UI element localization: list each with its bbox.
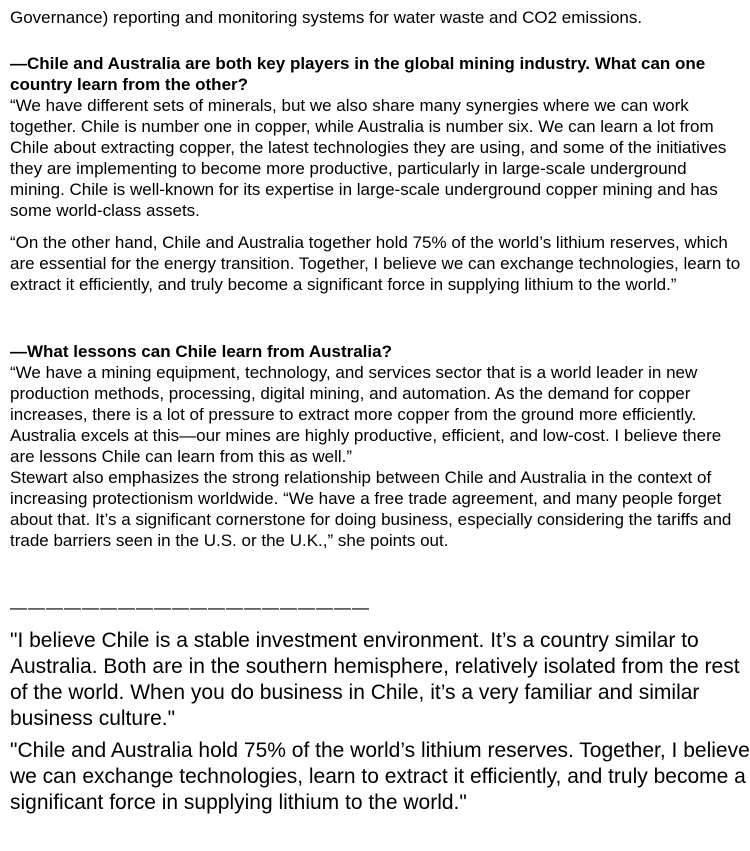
pull-quote-1: "I believe Chile is a stable investment environment. It’s a country similar to Australia. Both are in the southern hemisphere, relatively isolated from the rest of the world. When you do business in Chile, it’s a very familiar and similar business culture." bbox=[10, 629, 740, 730]
section1-question: —Chile and Australia are both key players in the global mining industry. What can one country learn from the other? bbox=[10, 54, 706, 94]
section-divider: ———————————————————— bbox=[10, 598, 370, 617]
section2-question: —What lessons can Chile learn from Australia? bbox=[10, 342, 392, 361]
section2-paragraph-1: “We have a mining equipment, technology, and services sector that is a world leader in new production methods, processing, digital mining, and automation. As the demand for copper increases, there is a lot of pressure to extract more copper from the ground more efficiently. Australia excels at this—our mines are highly productive, efficient, and low-cost. I believe there are lessons Chile can learn from this as well.” bbox=[10, 363, 722, 466]
intro-fragment: Governance) reporting and monitoring systems for water waste and CO2 emissions. bbox=[10, 8, 643, 27]
section1-paragraph-1: “We have different sets of minerals, but we also share many synergies where we can work together. Chile is number one in copper, while Australia is number six. We can learn a lot from Chile about extracting copper, the latest technologies they are using, and some of the initiatives they are implementing to become more productive, particularly in large-scale underground mining. Chile is well-known for its expertise in large-scale underground copper mining and has some world-class assets. bbox=[10, 96, 727, 220]
section1-paragraph-2: “On the other hand, Chile and Australia together hold 75% of the world’s lithium reserves, which are essential for the energy transition. Together, I believe we can exchange technologies, learn to extract it efficiently, and truly become a significant force in supplying lithium to the world.” bbox=[10, 233, 741, 294]
section2-paragraph-2: Stewart also emphasizes the strong relationship between Chile and Australia in the context of increasing protectionism worldwide. “We have a free trade agreement, and many people forget about that. It’s a significant cornerstone for doing business, especially considering the tariffs and trade barriers seen in the U.S. or the U.K.,” she points out. bbox=[10, 468, 732, 550]
pull-quote-2: "Chile and Australia hold 75% of the world’s lithium reserves. Together, I believe we can exchange technologies, learn to extract it efficiently, and truly become a significant force in supplying lithium to the world." bbox=[10, 739, 750, 814]
